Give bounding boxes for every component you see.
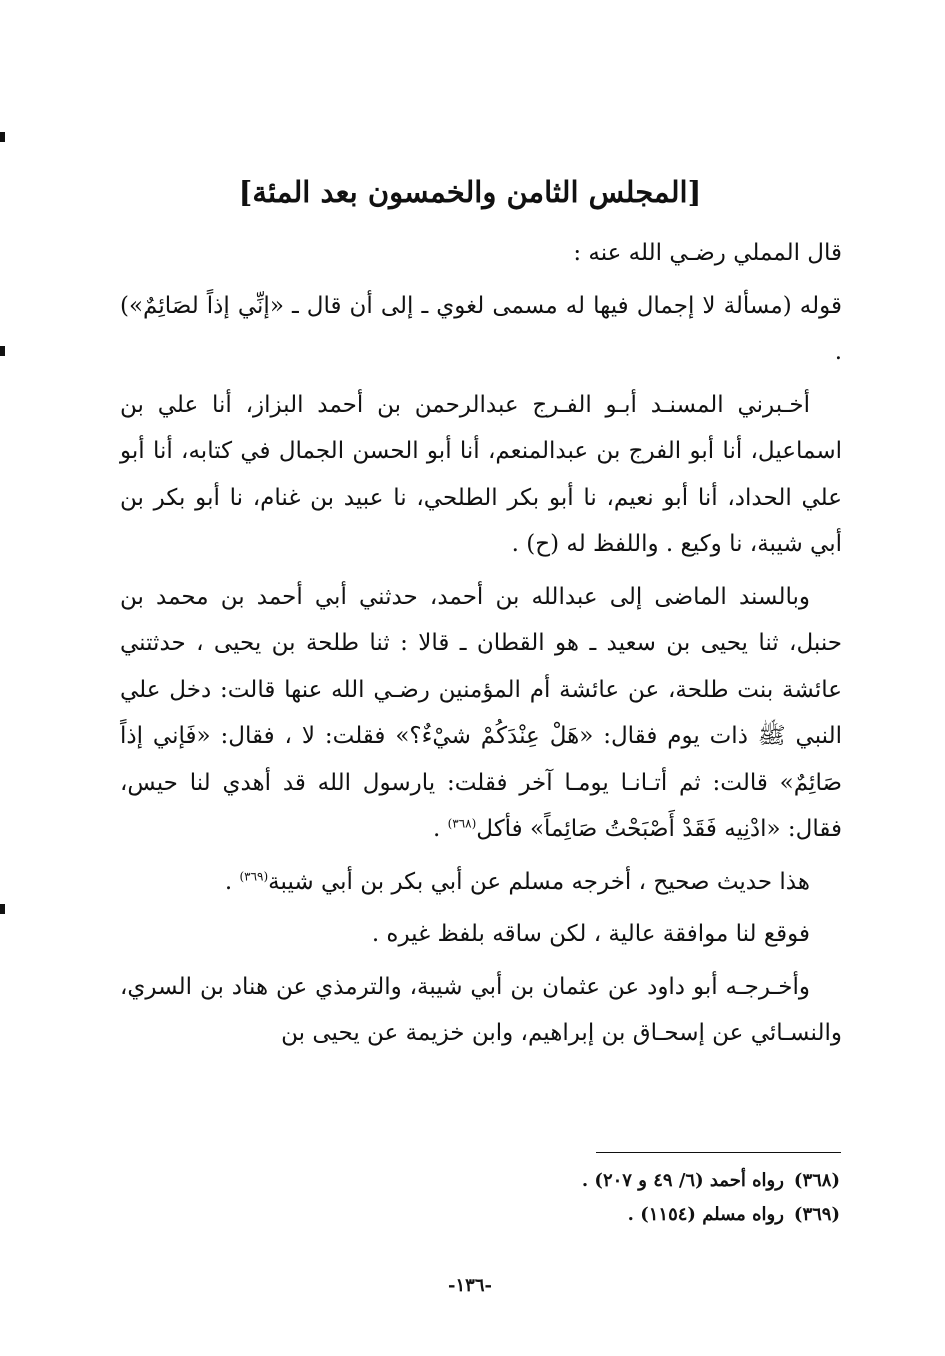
scan-edge-mark xyxy=(0,132,5,142)
paragraph-text: وبالسند الماضى إلى عبدالله بن أحمد، حدثني أبي أحمد بن محمد بن حنبل، ثنا يحيى بن سعيد ـ هو القطان ـ قالا : ثنا طلحة بن يحيى ، حدثتني عائشة بنت طلحة، عن عائشة أم المؤمنين رضـي الله عنها قالت: دخل علي النبي ﷺ ذات يوم فقال: «هَلْ عِنْدَكُمْ شيْءٌ؟» فقلت: لا ، فقال: «فَإني إذاً صَائِمٌ» قالت: ثم أتـانـا يومـا آخر فقلت: يارسول الله قد أهدي لنا حيس، فقال: «ادْنِيه فَقَدْ أَصْبَحْتُ صَائِماً» فأكل xyxy=(120,583,842,842)
scan-edge-mark xyxy=(0,904,5,914)
footnote-text: رواه أحمد (٦/ ٤٩ و ٢٠٧) . xyxy=(581,1170,784,1191)
paragraph xyxy=(120,859,842,906)
paragraph xyxy=(120,911,842,958)
paragraph-text: . xyxy=(224,868,240,895)
paragraph-text: . xyxy=(432,816,448,842)
footnote-separator xyxy=(596,1152,841,1153)
footnote-number: (٣٦٨) xyxy=(793,1170,840,1191)
footnotes xyxy=(300,1164,840,1232)
footnote-number: (٣٦٩) xyxy=(793,1204,840,1225)
paragraph xyxy=(120,964,842,1057)
paragraph-text: فوقع لنا موافقة عالية ، لكن ساقه بلفظ غيره . xyxy=(371,921,810,947)
section-heading: [المجلس الثامن والخمسون بعد المئة] xyxy=(238,175,702,209)
paragraph-text: قال المملي رضـي الله عنه : xyxy=(573,240,842,266)
paragraph-text: هذا حديث صحيح ، أخرجه مسلم عن أبي بكر بن أبي شيبة xyxy=(268,868,810,895)
footnote-reference: (٣٦٩) xyxy=(239,868,269,883)
footnote-text: رواه مسلم (١١٥٤) . xyxy=(627,1204,784,1225)
paragraph-text: وأخـرجـه أبو داود عن عثمان بن أبي شيبة، والترمذي عن هناد بن السري، والنسـائي عن إسحـاق بن إبراهيم، وابن خزيمة عن يحيى بن xyxy=(120,973,842,1046)
paragraph-text: قوله (مسألة لا إجمال فيها له مسمى لغوي ـ إلى أن قال ـ «إنِّي إذاً لصَائِمٌ») . xyxy=(120,292,842,365)
body-text xyxy=(120,230,842,1063)
footnote xyxy=(300,1198,840,1232)
footnote xyxy=(300,1164,840,1198)
scan-edge-mark xyxy=(0,346,5,356)
paragraph xyxy=(120,283,842,376)
paragraph xyxy=(120,230,842,277)
page-number: -١٣٦- xyxy=(448,1275,492,1296)
footnote-reference: (٣٦٨) xyxy=(447,816,477,831)
paragraph-text: أخـبرني المسنـد أبـو الفـرج عبدالرحمن بن أحمد البزاز، أنا علي بن اسماعيل، أنا أبو الفرج بن عبدالمنعم، أنا أبو الحسن الجمال في كتابه، أنا أبو علي الحداد، أنا أبو نعيم، نا أبو بكر الطلحي، نا عبيد بن غنام، نا أبو بكر بن أبي شيبة، نا وكيع . واللفظ له (ح) . xyxy=(120,391,842,557)
paragraph xyxy=(120,574,842,853)
paragraph xyxy=(120,382,842,568)
